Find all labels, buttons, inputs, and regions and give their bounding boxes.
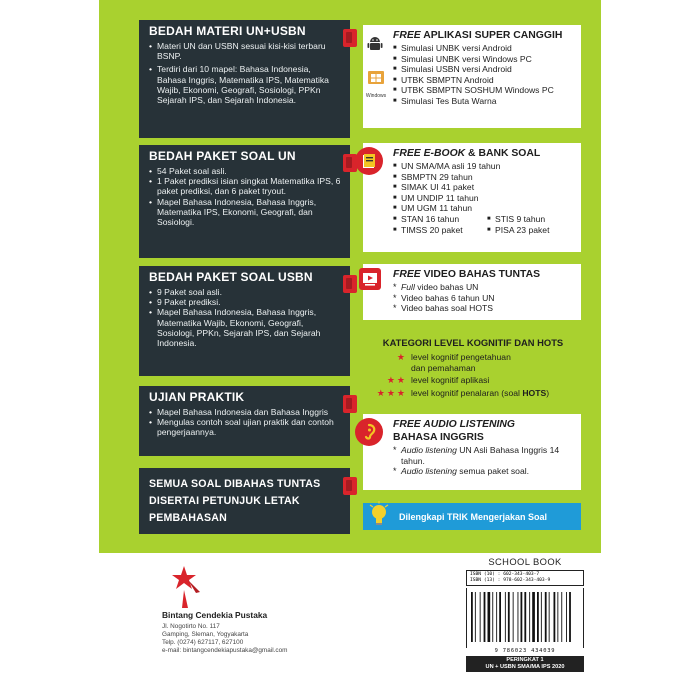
panel-item: • 54 Paket soal asli. <box>149 166 342 176</box>
lightbulb-icon <box>369 501 389 529</box>
barcode-bar <box>561 592 562 642</box>
panel-item: • 9 Paket prediksi. <box>149 297 342 307</box>
panel-free-audio <box>363 414 581 490</box>
panel-semua-soal <box>139 468 350 534</box>
windows-icon <box>364 70 388 99</box>
barcode-bar <box>529 592 530 642</box>
barcode-bars <box>466 588 584 648</box>
bookmark-tab-icon <box>343 395 357 413</box>
ebook-item: ■ STAN 16 tahun <box>393 214 485 225</box>
apps-title <box>393 29 575 42</box>
panel-item: • 1 Paket prediksi isian singkat Matematika IPS, 6 paket prediksi, dan 6 paket tryout. <box>149 176 342 196</box>
bookmark-tab-icon <box>343 29 357 47</box>
ebook-title <box>393 147 575 160</box>
panel-free-video <box>363 264 581 320</box>
barcode-bar <box>557 592 558 642</box>
panel-free-aplikasi <box>363 25 581 128</box>
star-icon: ★★★ <box>376 388 407 399</box>
ebook-title-italic: FREE E-BOOK <box>393 148 466 159</box>
apps-item: ■ UTBK SBMPTN Android <box>393 75 575 86</box>
barcode-bar <box>521 592 523 642</box>
barcode-block <box>466 556 584 672</box>
audio-title <box>393 418 575 431</box>
video-item: * Video bahas soal HOTS <box>393 303 575 314</box>
school-book-label: SCHOOL BOOK <box>488 556 562 567</box>
video-item-text: video bahas UN <box>414 282 479 292</box>
trik-banner <box>363 503 581 530</box>
bookmark-tab-icon <box>343 477 357 495</box>
kognitif-section <box>363 337 583 399</box>
barcode-bar <box>554 592 556 642</box>
barcode-bar <box>537 592 539 642</box>
ranking-badge <box>466 656 584 672</box>
barcode-bar <box>508 592 510 642</box>
windows-label: Windows <box>365 93 387 99</box>
trik-label: Dilengkapi TRIK Mengerjakan Soal <box>399 511 548 522</box>
ebook-item: ■ UM UNDIP 11 tahun <box>393 193 575 204</box>
publisher-address-line: Jl. Nogotirto No. 117 <box>162 623 220 630</box>
barcode-bar <box>488 592 491 642</box>
audio-item-italic: Audio listening <box>401 466 457 477</box>
apps-title-rest: APLIKASI SUPER CANGGIH <box>420 30 563 41</box>
publisher-logo-icon <box>170 566 204 608</box>
audio-item <box>393 445 575 466</box>
bookmark-tab-icon <box>343 275 357 293</box>
rank-line: UN + USBN SMA/MA IPS 2020 <box>485 664 565 670</box>
book-back-cover <box>99 0 601 700</box>
publisher-address-line: Telp. (0274) 627117, 627100 <box>162 639 244 646</box>
publisher-address-line: e-mail: bintangcendekiapustaka@gmail.com <box>162 647 288 654</box>
barcode-bar <box>518 592 519 642</box>
video-icon <box>359 268 381 290</box>
video-item <box>393 282 575 293</box>
apps-item: ■ Simulasi USBN versi Android <box>393 64 575 75</box>
kognitif-level-text: level kognitif pengetahuan dan pemahaman <box>411 352 511 373</box>
kognitif-level-1 <box>363 352 583 373</box>
panel-bedah-materi <box>139 20 350 138</box>
audio-subtitle: BAHASA INGGRIS <box>393 432 484 443</box>
star-icon: ★★ <box>386 374 407 385</box>
barcode-bar <box>569 592 571 642</box>
panel-item: • Mapel Bahasa Indonesia dan Bahasa Inggris <box>149 407 342 417</box>
barcode-bar <box>492 592 493 642</box>
apps-item: ■ Simulasi UNBK versi Android <box>393 43 575 54</box>
ebook-item: ■ STIS 9 tahun <box>487 214 545 225</box>
barcode-bar <box>513 592 514 642</box>
audio-item-text: UN Asli Bahasa Inggris 14 tahun. <box>401 445 560 466</box>
panel-item: • Mapel Bahasa Indonesia, Bahasa Inggris, Matematika Wajib, Ekonomi, Geografi, Sosiologi, PPKn, Sejarah IPS, dan Sejarah Indonesia. <box>149 307 342 348</box>
panel-item: • Mengulas contoh soal ujian praktik dan contoh pengerjaannya. <box>149 417 342 437</box>
isbn-13: ISBN (13) : 978-602-343-403-9 <box>470 578 551 583</box>
barcode-bar <box>541 592 542 642</box>
panel-item: • 9 Paket soal asli. <box>149 287 342 297</box>
barcode-bar <box>484 592 486 642</box>
barcode-bar <box>480 592 481 642</box>
video-item-italic: Full <box>401 282 415 292</box>
apps-title-italic: FREE <box>393 30 421 41</box>
barcode-bar <box>475 592 476 642</box>
audio-item <box>393 466 575 477</box>
publisher-address-line: Gamping, Sleman, Yogyakarta <box>162 631 249 638</box>
ebook-pair-row <box>393 225 575 236</box>
rank-line: PERINGKAT 1 <box>506 657 544 663</box>
isbn-10: ISBN (10) : 602-343-403-7 <box>470 572 540 577</box>
panel-item: • Mapel Bahasa Indonesia, Bahasa Inggris, Matematika IPS, Ekonomi, Geografi, dan Sosiologi. <box>149 197 342 228</box>
ebook-pair-row <box>393 214 575 225</box>
video-item: * Video bahas 6 tahun UN <box>393 293 575 304</box>
kognitif-text-part: level kognitif penalaran (soal <box>411 388 523 399</box>
kognitif-level-text: level kognitif aplikasi <box>411 374 490 385</box>
kognitif-level-3 <box>363 388 583 399</box>
panel-bedah-paket-usbn <box>139 266 350 376</box>
video-title-italic: FREE <box>393 269 421 280</box>
panel-bedah-paket-un <box>139 145 350 258</box>
barcode-bar <box>471 592 473 642</box>
isbn-box <box>466 570 584 586</box>
ebook-item: ■ UN SMA/MA asli 19 tahun <box>393 161 575 172</box>
audio-item-text: semua paket soal. <box>456 466 530 477</box>
ebook-item: ■ PISA 23 paket <box>487 225 549 236</box>
ebook-icon <box>355 147 383 175</box>
barcode-graphic <box>467 592 583 644</box>
panel-title: UJIAN PRAKTIK <box>149 390 245 404</box>
barcode-bar <box>524 592 526 642</box>
kognitif-level-text <box>411 388 549 399</box>
apps-item: ■ UTBK SBMPTN SOSHUM Windows PC <box>393 85 575 96</box>
barcode-digits: 9 786023 434039 <box>494 648 556 654</box>
barcode-bar <box>532 592 535 642</box>
panel-title: BEDAH PAKET SOAL UN <box>149 149 296 163</box>
ebook-title-rest: & BANK SOAL <box>465 148 541 159</box>
apps-item: ■ Simulasi Tes Buta Warna <box>393 96 575 107</box>
video-title <box>393 268 575 281</box>
panel-title: BEDAH PAKET SOAL USBN <box>149 270 313 284</box>
kognitif-text-part: ) <box>546 388 550 399</box>
barcode-bar <box>549 592 550 642</box>
star-icon: ★ <box>396 352 407 362</box>
panel-item: • Materi UN dan USBN sesuai kisi-kisi terbaru BSNP. <box>149 41 342 61</box>
audio-item-italic: Audio listening <box>401 445 457 455</box>
barcode-bar <box>545 592 547 642</box>
barcode-bar <box>566 592 567 642</box>
panel-title: BEDAH MATERI UN+USBN <box>149 24 306 38</box>
ebook-item: ■ TIMSS 20 paket <box>393 225 485 236</box>
barcode-bar <box>499 592 501 642</box>
ebook-item: ■ SIMAK UI 41 paket <box>393 182 575 193</box>
apps-item: ■ Simulasi UNBK versi Windows PC <box>393 54 575 65</box>
barcode-bar <box>496 592 497 642</box>
kognitif-title: KATEGORI LEVEL KOGNITIF DAN HOTS <box>382 337 564 348</box>
panel-ujian-praktik <box>139 386 350 456</box>
android-icon <box>365 33 385 53</box>
ebook-item: ■ UM UGM 11 tahun <box>393 203 575 214</box>
kognitif-text-bold: HOTS <box>522 388 547 399</box>
panel-title: SEMUA SOAL DIBAHAS TUNTAS DISERTAI PETUNJUK LETAK PEMBAHASAN <box>149 478 321 524</box>
panel-free-ebook <box>363 143 581 252</box>
publisher-name: Bintang Cendekia Pustaka <box>162 610 268 620</box>
audio-ear-icon <box>355 418 383 446</box>
green-cover-area <box>99 0 601 553</box>
ebook-item: ■ SBMPTN 29 tahun <box>393 172 575 183</box>
kognitif-level-2 <box>363 375 583 386</box>
panel-item: • Terdiri dari 10 mapel: Bahasa Indonesia, Bahasa Inggris, Matematika IPS, Matematika Wajib, Ekonomi, Geografi, Sosiologi, PPKn Sejarah IPS, dan Sejarah Indonesia. <box>149 64 342 105</box>
video-title-rest: VIDEO BAHAS TUNTAS <box>420 269 541 280</box>
audio-title-italic: FREE AUDIO LISTENING <box>393 419 515 430</box>
barcode-bar <box>505 592 506 642</box>
